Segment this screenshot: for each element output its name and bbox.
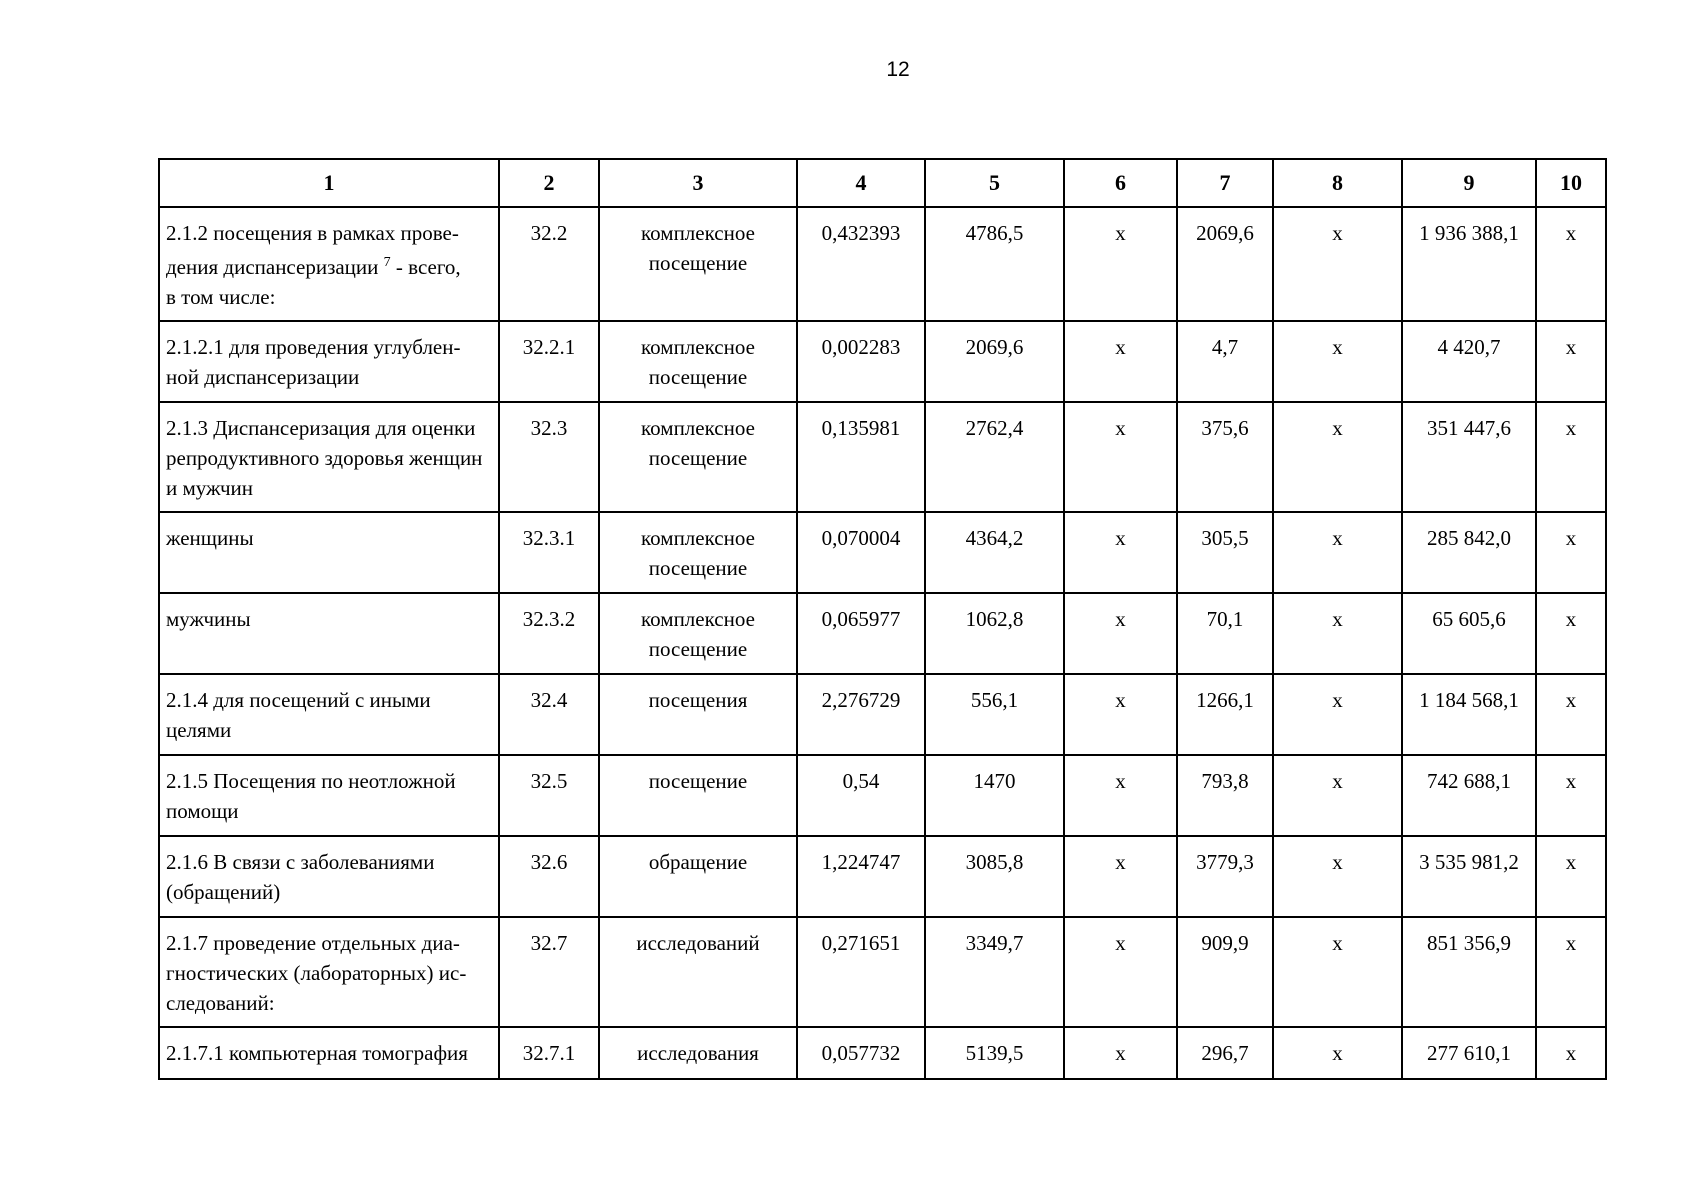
header-row — [159, 159, 1606, 207]
cell-col8: х — [1273, 674, 1402, 755]
cell-col6: х — [1064, 674, 1177, 755]
cell-col10: х — [1536, 755, 1606, 836]
row-name: 2.1.3 Диспансеризация для оценки репродуктивного здоровья женщин и мужчин — [159, 402, 499, 512]
row-code: 32.2 — [499, 207, 599, 321]
cell-col8: х — [1273, 321, 1402, 402]
table-row — [159, 1027, 1606, 1079]
cell-col9: 351 447,6 — [1402, 402, 1536, 512]
column-header: 7 — [1177, 159, 1273, 207]
cell-col7: 793,8 — [1177, 755, 1273, 836]
row-unit: обращение — [599, 836, 797, 917]
cell-col4: 0,070004 — [797, 512, 925, 593]
row-unit: комплексное посещение — [599, 321, 797, 402]
cell-col4: 0,271651 — [797, 917, 925, 1027]
row-code: 32.3.2 — [499, 593, 599, 674]
cell-col5: 1062,8 — [925, 593, 1064, 674]
table-row — [159, 207, 1606, 321]
cell-col8: х — [1273, 593, 1402, 674]
row-name: женщины — [159, 512, 499, 593]
column-header: 10 — [1536, 159, 1606, 207]
row-name: 2.1.2.1 для проведения углублен-ной диспансеризации — [159, 321, 499, 402]
cell-col9: 3 535 981,2 — [1402, 836, 1536, 917]
row-unit: комплексное посещение — [599, 402, 797, 512]
table-row — [159, 755, 1606, 836]
cell-col10: х — [1536, 321, 1606, 402]
table-row — [159, 402, 1606, 512]
table-row — [159, 674, 1606, 755]
cell-col10: х — [1536, 207, 1606, 321]
cell-col9: 65 605,6 — [1402, 593, 1536, 674]
column-header: 3 — [599, 159, 797, 207]
cell-col6: х — [1064, 207, 1177, 321]
cell-col8: х — [1273, 207, 1402, 321]
cell-col6: х — [1064, 321, 1177, 402]
cell-col4: 0,002283 — [797, 321, 925, 402]
cell-col7: 375,6 — [1177, 402, 1273, 512]
cell-col10: х — [1536, 674, 1606, 755]
cell-col8: х — [1273, 402, 1402, 512]
cell-col7: 3779,3 — [1177, 836, 1273, 917]
cell-col9: 1 936 388,1 — [1402, 207, 1536, 321]
row-code: 32.4 — [499, 674, 599, 755]
cell-col4: 2,276729 — [797, 674, 925, 755]
cell-col7: 305,5 — [1177, 512, 1273, 593]
column-header: 2 — [499, 159, 599, 207]
cell-col9: 4 420,7 — [1402, 321, 1536, 402]
cell-col9: 742 688,1 — [1402, 755, 1536, 836]
row-name: 2.1.7.1 компьютерная томография — [159, 1027, 499, 1079]
cell-col6: х — [1064, 1027, 1177, 1079]
cell-col7: 70,1 — [1177, 593, 1273, 674]
table-row — [159, 512, 1606, 593]
row-code: 32.5 — [499, 755, 599, 836]
row-name: 2.1.5 Посещения по неотложной помощи — [159, 755, 499, 836]
cell-col6: х — [1064, 402, 1177, 512]
row-unit: посещение — [599, 755, 797, 836]
cell-col10: х — [1536, 593, 1606, 674]
cell-col5: 1470 — [925, 755, 1064, 836]
cell-col5: 5139,5 — [925, 1027, 1064, 1079]
row-code: 32.7 — [499, 917, 599, 1027]
cell-col9: 1 184 568,1 — [1402, 674, 1536, 755]
cell-col8: х — [1273, 836, 1402, 917]
table-row — [159, 593, 1606, 674]
cell-col6: х — [1064, 836, 1177, 917]
cell-col5: 556,1 — [925, 674, 1064, 755]
cell-col7: 296,7 — [1177, 1027, 1273, 1079]
footnote-marker: 7 — [383, 255, 391, 270]
row-code: 32.3.1 — [499, 512, 599, 593]
cell-col8: х — [1273, 917, 1402, 1027]
cell-col6: х — [1064, 512, 1177, 593]
column-header: 8 — [1273, 159, 1402, 207]
cell-col7: 2069,6 — [1177, 207, 1273, 321]
cell-col5: 2069,6 — [925, 321, 1064, 402]
column-header: 5 — [925, 159, 1064, 207]
row-code: 32.6 — [499, 836, 599, 917]
row-unit: исследования — [599, 1027, 797, 1079]
row-name: 2.1.4 для посещений с иными целями — [159, 674, 499, 755]
table-row — [159, 917, 1606, 1027]
column-header: 1 — [159, 159, 499, 207]
column-header: 9 — [1402, 159, 1536, 207]
cell-col7: 4,7 — [1177, 321, 1273, 402]
page-number: 12 — [886, 58, 910, 81]
cell-col10: х — [1536, 1027, 1606, 1079]
row-unit: комплексное посещение — [599, 207, 797, 321]
cell-col5: 3349,7 — [925, 917, 1064, 1027]
cell-col5: 2762,4 — [925, 402, 1064, 512]
column-header: 4 — [797, 159, 925, 207]
cell-col10: х — [1536, 512, 1606, 593]
cell-col8: х — [1273, 512, 1402, 593]
row-unit: посещения — [599, 674, 797, 755]
row-unit: комплексное посещение — [599, 593, 797, 674]
cell-col10: х — [1536, 836, 1606, 917]
row-code: 32.2.1 — [499, 321, 599, 402]
cell-col4: 0,432393 — [797, 207, 925, 321]
cell-col10: х — [1536, 402, 1606, 512]
row-name: 2.1.7 проведение отдельных диа-гностических (лабораторных) ис-следований: — [159, 917, 499, 1027]
table-row — [159, 836, 1606, 917]
row-unit: комплексное посещение — [599, 512, 797, 593]
cell-col7: 909,9 — [1177, 917, 1273, 1027]
data-table — [158, 158, 1607, 1080]
cell-col9: 285 842,0 — [1402, 512, 1536, 593]
cell-col7: 1266,1 — [1177, 674, 1273, 755]
row-name: 2.1.2 посещения в рамках прове- дения диспансеризации $^7$ - всего, в том числе: — [159, 207, 499, 321]
cell-col5: 3085,8 — [925, 836, 1064, 917]
cell-col5: 4786,5 — [925, 207, 1064, 321]
column-header: 6 — [1064, 159, 1177, 207]
cell-col8: х — [1273, 755, 1402, 836]
cell-col6: х — [1064, 755, 1177, 836]
cell-col10: х — [1536, 917, 1606, 1027]
cell-col4: 1,224747 — [797, 836, 925, 917]
cell-col6: х — [1064, 917, 1177, 1027]
cell-col4: 0,135981 — [797, 402, 925, 512]
cell-col4: 0,057732 — [797, 1027, 925, 1079]
cell-col6: х — [1064, 593, 1177, 674]
row-code: 32.3 — [499, 402, 599, 512]
row-name: мужчины — [159, 593, 499, 674]
cell-col4: 0,065977 — [797, 593, 925, 674]
cell-col5: 4364,2 — [925, 512, 1064, 593]
cell-col9: 851 356,9 — [1402, 917, 1536, 1027]
row-name: 2.1.6 В связи с заболеваниями (обращений) — [159, 836, 499, 917]
cell-col8: х — [1273, 1027, 1402, 1079]
table-row — [159, 321, 1606, 402]
cell-col4: 0,54 — [797, 755, 925, 836]
row-unit: исследований — [599, 917, 797, 1027]
row-code: 32.7.1 — [499, 1027, 599, 1079]
cell-col9: 277 610,1 — [1402, 1027, 1536, 1079]
